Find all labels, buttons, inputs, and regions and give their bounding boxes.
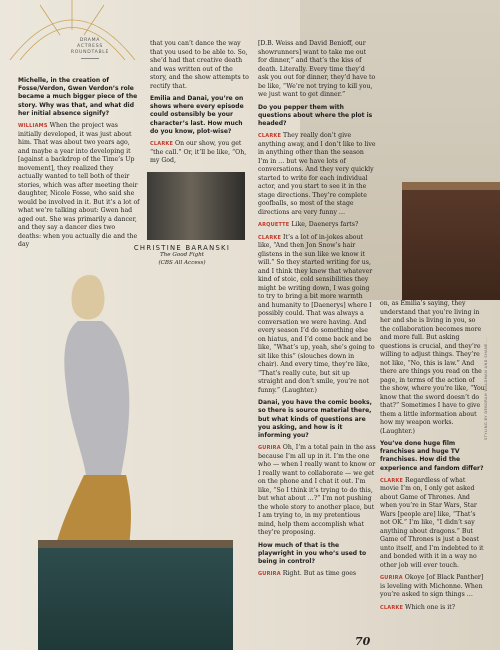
interview-answer [380,574,485,600]
body-paragraph: that you can’t dance the way that you used to be able to. So, she’d had that creative death and was written out of the story, and the show attempts to rectify that. [150,40,249,90]
speaker-name: CLARKE [258,133,282,140]
speaker-name: WILLIAMS [18,123,48,130]
interview-question: Do you pepper them with questions about where the plot is headed? [258,103,373,127]
interview-question: How much of that is the playwright in you who’s used to being in control? [258,541,367,566]
photo-caption [118,244,246,267]
answer-text: On our show, you get “the call.” Or, it’ll be like, “Oh, my God, [150,140,247,165]
vintage-trunk-seat [38,540,233,650]
interview-question: Emilia and Danai, you’re on shows where every episode could ostensibly be your character’s last. How much do you know, plot-wise? [150,95,244,135]
answer-text: They really don’t give anything away, and I don’t like to live in anything other than the season I’m in … but we have lots of conversations. And they very quickly started to write for each individual actor, and you start to see it in the stage directions. They’re complete goofballs, so most of the stage directions are very funny … [258,132,376,216]
speaker-name: CLARKE [258,234,282,241]
interview-question: Danai, you have the comic books, so there is source material there, but what kinds of questions are you asking, and how is it informing you? [258,399,372,439]
body-paragraph: [D.B. Weiss and David Benioff, our showrunners] want to take me out for dinner,” and that’s the kiss of death. Literally. Every time they’d ask you out for dinner, they’d have to be like, “We’re not trying to kill you, we just want to get dinner.” [258,40,376,98]
interview-answer [380,604,485,613]
speaker-name: CLARKE [380,477,404,484]
caption-show: The Good Fight [159,252,205,258]
answer-text: Right. But as time goes [282,570,357,578]
page-number: 70 [355,635,371,648]
speaker-name: GURIRA [258,571,281,578]
section-tag-rule [81,58,99,59]
photo-credit: STYLING BY DEBORAH WALDMAN AND SHANE ... [484,337,488,440]
interview-answer [150,140,250,166]
interview-answer [258,234,376,396]
column-3 [258,40,376,583]
caption-name: CHRISTINE BARANSKI [133,244,231,252]
interview-answer [258,221,376,230]
vintage-trunk-right [402,182,500,300]
interview-answer [258,132,376,217]
interview-answer [380,477,485,571]
speaker-name: GURIRA [380,575,403,582]
interview-answer [258,444,376,538]
speaker-name: CLARKE [380,604,404,611]
column-4 [380,300,485,616]
answer-text: When the project was initially developed, it was just about him. That was about two years ago, and maybe a year into developing it [against a backdrop of the Time’s Up movement], they realized they actually wanted to tell both of their stories, which was after meeting their daughter, Nicole Fosse, who said she would be involved in it. But it’s a lot of what we’re talking about: Gwen had aged out. She was primarily a dancer, and they say a dancer dies two deaths: when you actually die and the day [18,122,140,249]
interview-answer [18,122,140,250]
caption-network: (CBS All Access) [158,259,206,266]
answer-text: Okoye [of Black Panther] is leveling with Michonne. When you’re asked to sign things … [380,574,484,599]
answer-text: Which one is it? [405,603,456,611]
section-tag-line-3: ROUNDTABLE [70,50,110,55]
answer-text: Like, Daenerys farts? [291,221,359,229]
speaker-name: ARQUETTE [258,222,290,229]
speaker-name: CLARKE [150,141,174,148]
answer-text: It’s a lot of in-jokes about like, “And then Jon Snow’s hair glistens in the sun like we know it will.” So they started writing for us, and I think they knew that whatever kind of stoic, cold sensibilities they might be writing down, I was going to try to bring a bit more warmth and humanity to [Daenerys] where I possibly could. That was always a conversation we were having. And every season I’d do something else on hiatus, and I’d come back and be like, “What’s up, yeah, she’s going to sit like this” (slouches down in chair). And every time, they’re like, “That’s really cute, but sit up straight and don’t smile, you’re not funny.” (Laughter.) [258,233,375,394]
interview-question: Michelle, in the creation of Fosse/Verdon, Gwen Verdon’s role became a much bigger piece of the story. Why was that, and what did her initial absence signify? [18,77,138,117]
interview-answer [258,570,376,579]
answer-text: Oh, I’m a total pain in the ass because I’m all up in it. I’m the one who — when I really want to know or I really want to collaborate — we get on the phone and I chat it out. I’m like, “So I think it’s trying to do this, but what about …?” I’m not pushing the whole story to another place, but I am trying to, in my pretentious mind, help them accomplish what they’re proposing. [258,444,376,537]
section-tag-line-2: ACTRESS [77,44,103,49]
section-tag [60,38,120,59]
answer-text: Regardless of what movie I’m on, I only get asked about Game of Thrones. And when you’re in Star Wars, Star Wars [people are] like, “That’s not OK.” I’m like, “I didn’t say anything about dragons.” But Game of Thrones is just a beast unto itself, and I’m indebted to it and bonded with it in a way no other job will ever touch. [380,476,484,569]
body-paragraph: on, as Emilia’s saying, they understand that you’re living in her and she is living in you, so the collaboration becomes more and more full. But asking questions is crucial, and they’re willing to adjust things. They’re not like, “No, this is law.” And there are things you read on the page, in terms of the action of the show, where you’re like, “You know that the sword doesn’t do that?” Sometimes I have to give them a little information about how my weapon works. (Laughter.) [380,300,485,435]
christine-baranski-still-photo [147,172,245,240]
column-2 [150,40,250,170]
section-tag-line-1: DRAMA [79,38,101,43]
column-1 [18,77,140,254]
interview-question: You’ve done huge film franchises and huge TV franchises. How did the experience and fandom differ? [380,440,484,472]
speaker-name: GURIRA [258,445,281,452]
